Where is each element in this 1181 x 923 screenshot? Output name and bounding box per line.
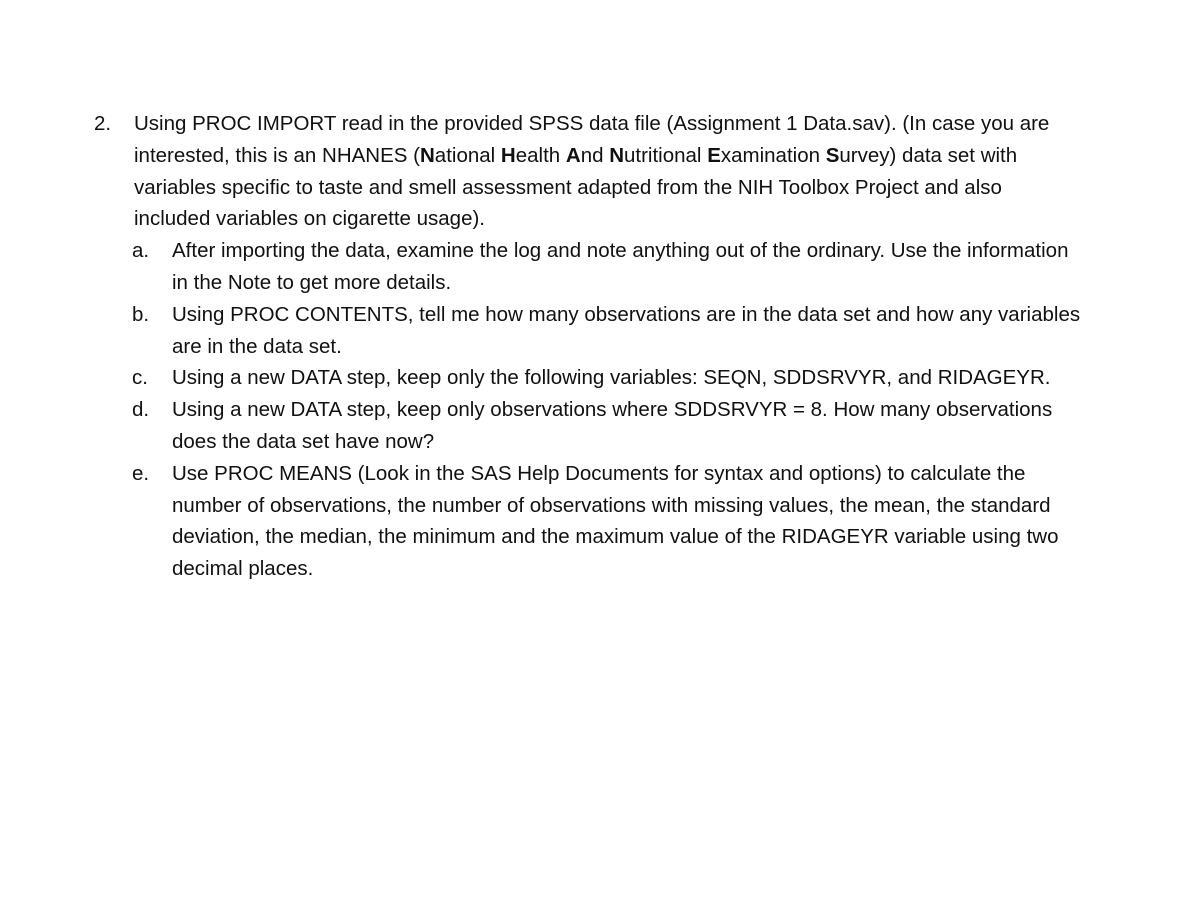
intro-bold-n2: N bbox=[609, 143, 624, 167]
question-intro bbox=[134, 108, 1079, 235]
subitem-e bbox=[94, 458, 1084, 585]
subitem-marker: e. bbox=[132, 461, 150, 485]
subitem-text: Using a new DATA step, keep only observations where SDDSRVYR = 8. How many observations does the data set have now? bbox=[172, 398, 1053, 453]
intro-bold-s: S bbox=[825, 143, 840, 167]
subitem-c bbox=[94, 362, 1084, 394]
subitem-d bbox=[94, 394, 1084, 458]
subitem-b bbox=[94, 299, 1084, 363]
subitem-marker: d. bbox=[132, 398, 150, 422]
intro-text-7: urvey) data set with variables specific to taste and smell assessment adapted from the NIH Toolbox Project and also included variables on cigarette usage). bbox=[134, 143, 1018, 231]
question-number: 2. bbox=[94, 112, 112, 135]
intro-bold-n1: N bbox=[419, 143, 435, 167]
subitem-marker: a. bbox=[132, 239, 150, 263]
subitem-list bbox=[94, 235, 1084, 585]
intro-text-1: Using PROC IMPORT read in the provided SPSS data file (Assignment 1 Data.sav). (In case you are interested, this is an NHANES ( bbox=[134, 112, 1050, 167]
intro-bold-h: H bbox=[500, 143, 516, 167]
intro-text-2: ational bbox=[434, 143, 501, 167]
subitem-text: After importing the data, examine the log and note anything out of the ordinary. Use the information in the Note to get more details. bbox=[172, 239, 1069, 294]
subitem-text: Using PROC CONTENTS, tell me how many observations are in the data set and how any variables are in the data set. bbox=[172, 302, 1081, 358]
question-body bbox=[134, 108, 1079, 235]
intro-text-5: utritional bbox=[624, 143, 708, 167]
intro-text-6: xamination bbox=[720, 143, 826, 167]
question-item bbox=[94, 108, 1084, 585]
subitem-text: Use PROC MEANS (Look in the SAS Help Documents for syntax and options) to calculate the number of observations, the number of observations with missing values, the mean, the standard deviation, the median, the minimum and the maximum value of the RIDAGEYR variable using two decimal places. bbox=[172, 461, 1059, 581]
subitem-marker: c. bbox=[132, 366, 148, 390]
subitem-marker: b. bbox=[132, 302, 150, 326]
intro-text-3: ealth bbox=[515, 143, 566, 167]
subitem-text: Using a new DATA step, keep only the following variables: SEQN, SDDSRVYR, and RIDAGEYR. bbox=[172, 366, 1051, 390]
intro-text-4: nd bbox=[580, 143, 610, 167]
intro-bold-e: E bbox=[707, 143, 721, 167]
subitem-a bbox=[94, 235, 1084, 299]
intro-bold-a: A bbox=[565, 143, 581, 167]
